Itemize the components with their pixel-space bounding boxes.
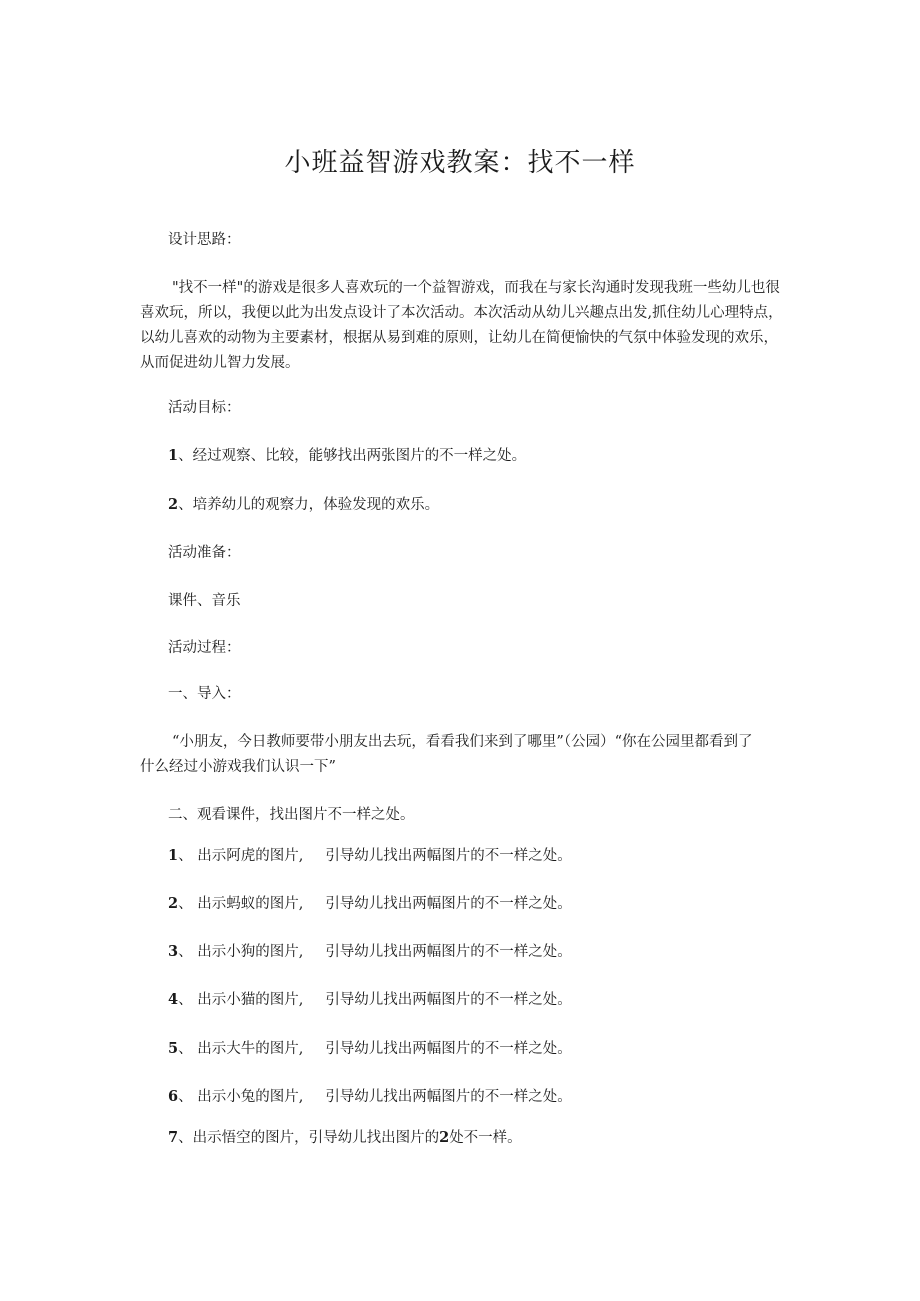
design-line: 从而促进幼儿智力发展。 xyxy=(140,355,300,371)
item-number: 3 xyxy=(168,943,179,960)
item-number: 6 xyxy=(168,1088,179,1105)
item-text-b: 引导幼儿找出两幅图片的不一样之处。 xyxy=(325,896,572,912)
item-text-a: 出示阿虎的图片, xyxy=(197,848,304,864)
item-text-a: 出示大牛的图片, xyxy=(197,1041,304,1057)
item-separator: 、 xyxy=(178,944,193,960)
item-number: 7 xyxy=(168,1129,179,1146)
process-heading: 活动过程： xyxy=(168,640,241,656)
item-text-a: 出示蚂蚁的图片, xyxy=(197,896,304,912)
item-number: 2 xyxy=(168,895,179,912)
list-item xyxy=(168,1087,572,1107)
step2-heading: 二、观看课件，找出图片不一样之处。 xyxy=(168,807,415,823)
goal-item xyxy=(168,446,526,466)
item-separator: 、 xyxy=(178,896,193,912)
item-separator: 、 xyxy=(178,992,193,1008)
item-text-b: 处不一样。 xyxy=(449,1130,522,1146)
item-text-b: 引导幼儿找出两幅图片的不一样之处。 xyxy=(325,1041,572,1057)
goal-number: 1 xyxy=(168,447,179,464)
item-text-b: 引导幼儿找出两幅图片的不一样之处。 xyxy=(325,1089,572,1105)
item-text-a: 出示小狗的图片, xyxy=(197,944,304,960)
goals-heading: 活动目标： xyxy=(168,400,241,416)
item-separator: 、 xyxy=(178,848,193,864)
goal-text: 、经过观察、比较，能够找出两张图片的不一样之处。 xyxy=(178,448,527,464)
list-item xyxy=(168,942,572,962)
item-number: 5 xyxy=(168,1040,179,1057)
item-separator: 、 xyxy=(178,1041,193,1057)
prep-heading: 活动准备： xyxy=(168,545,241,561)
page-title: 小班益智游戏教案：找不一样 xyxy=(284,148,636,178)
item-separator: 、 xyxy=(178,1089,193,1105)
item-count: 2 xyxy=(439,1129,450,1146)
list-item xyxy=(168,894,572,914)
list-item xyxy=(168,990,572,1010)
intro-line: “小朋友，今日教师要带小朋友出去玩，看看我们来到了哪里”（公园）“你在公园里都看到了 xyxy=(172,734,753,750)
list-item xyxy=(168,1039,572,1059)
design-heading: 设计思路： xyxy=(168,232,241,248)
item-text-b: 引导幼儿找出两幅图片的不一样之处。 xyxy=(325,848,572,864)
item-number: 1 xyxy=(168,847,179,864)
item-text-a: 、出示悟空的图片，引导幼儿找出图片的 xyxy=(178,1130,440,1146)
intro-paragraph xyxy=(140,730,793,780)
item-text-a: 出示小猫的图片, xyxy=(197,992,304,1008)
list-item xyxy=(168,1128,522,1148)
goal-number: 2 xyxy=(168,496,179,513)
step1-heading: 一、导入： xyxy=(168,686,241,702)
goal-text: 、培养幼儿的观察力，体验发现的欢乐。 xyxy=(178,497,440,513)
design-line: "找不一样"的游戏是很多人喜欢玩的一个益智游戏，而我在与家长沟通时发现我班一些幼儿也很 xyxy=(172,280,780,296)
list-item xyxy=(168,846,572,866)
design-line: 喜欢玩，所以，我便以此为出发点设计了本次活动。本次活动从幼儿兴趣点出发,抓住幼儿心理特点， xyxy=(140,305,783,321)
intro-line: 什么经过小游戏我们认识一下” xyxy=(140,759,336,775)
goal-item xyxy=(168,495,439,515)
design-paragraph xyxy=(140,276,793,376)
item-text-b: 引导幼儿找出两幅图片的不一样之处。 xyxy=(325,944,572,960)
prep-text: 课件、音乐 xyxy=(168,593,241,609)
design-line: 以幼儿喜欢的动物为主要素材，根据从易到难的原则，让幼儿在简便愉快的气氛中体验发现的欢乐， xyxy=(140,330,778,346)
item-number: 4 xyxy=(168,991,179,1008)
item-text-b: 引导幼儿找出两幅图片的不一样之处。 xyxy=(325,992,572,1008)
item-text-a: 出示小兔的图片, xyxy=(197,1089,304,1105)
